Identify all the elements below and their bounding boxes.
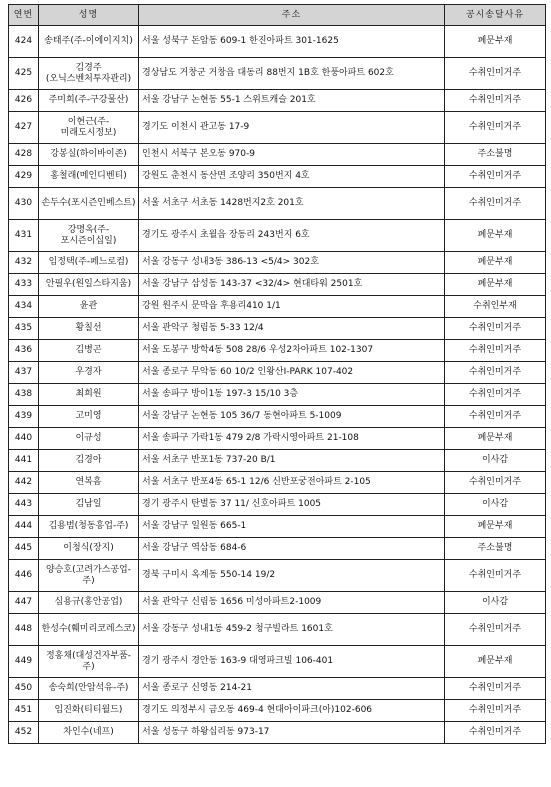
row-reason: 이사감 <box>445 450 546 472</box>
row-number: 434 <box>9 296 39 318</box>
table-row <box>9 58 546 90</box>
row-reason: 폐문부재 <box>445 220 546 252</box>
row-number: 447 <box>9 592 39 614</box>
table-row <box>9 220 546 252</box>
row-address: 서울 서초구 서초동 1428번지2호 201호 <box>139 188 445 220</box>
table-row <box>9 318 546 340</box>
table-row <box>9 296 546 318</box>
table-row <box>9 646 546 678</box>
header-number: 연번 <box>9 5 39 26</box>
table-row <box>9 722 546 744</box>
row-address: 강원도 춘천시 동산면 조양리 350번지 4호 <box>139 166 445 188</box>
table-row <box>9 274 546 296</box>
row-reason: 수취인미거주 <box>445 560 546 592</box>
table-row <box>9 538 546 560</box>
row-reason: 수취인미거주 <box>445 614 546 646</box>
row-address: 서울 성북구 돈암동 609-1 한진아파트 301-1625 <box>139 26 445 58</box>
row-number: 433 <box>9 274 39 296</box>
row-address: 경기 광주시 탄벌동 37 11/ 신호아파트 1005 <box>139 494 445 516</box>
row-reason: 폐문부재 <box>445 428 546 450</box>
row-address: 서울 송파구 방이1동 197-3 15/10 3층 <box>139 384 445 406</box>
row-number: 432 <box>9 252 39 274</box>
row-address: 경기도 이천시 관고동 17-9 <box>139 112 445 144</box>
table-row <box>9 252 546 274</box>
row-name: 김경주(오닉스벤처투자관리) <box>39 58 139 90</box>
table-row <box>9 188 546 220</box>
row-address: 서울 강동구 성내1동 459-2 청구빌라트 1601호 <box>139 614 445 646</box>
row-name: 강봉실(하이바이존) <box>39 144 139 166</box>
row-number: 425 <box>9 58 39 90</box>
row-name: 이청식(장지) <box>39 538 139 560</box>
row-reason: 폐문부재 <box>445 516 546 538</box>
table-row <box>9 90 546 112</box>
header-reason: 공시송달사유 <box>445 5 546 26</box>
header-name: 성명 <box>39 5 139 26</box>
row-reason: 이사감 <box>445 494 546 516</box>
row-reason: 수취인미거주 <box>445 678 546 700</box>
row-name: 심용규(홍안공업) <box>39 592 139 614</box>
row-number: 431 <box>9 220 39 252</box>
row-name: 최희원 <box>39 384 139 406</box>
table-row <box>9 472 546 494</box>
row-reason: 수취인부재 <box>445 296 546 318</box>
row-name: 김용범(청동흥업-주) <box>39 516 139 538</box>
row-address: 서울 종로구 신영동 214-21 <box>139 678 445 700</box>
row-address: 서울 강남구 논현동 105 36/7 동현아파트 5-1009 <box>139 406 445 428</box>
row-number: 449 <box>9 646 39 678</box>
row-name: 고미영 <box>39 406 139 428</box>
row-reason: 폐문부재 <box>445 26 546 58</box>
row-name: 이현근(주-미래도시정보) <box>39 112 139 144</box>
row-reason: 수취인미거주 <box>445 340 546 362</box>
row-address: 서울 도봉구 방학4동 508 28/6 우성2차아파트 102-1307 <box>139 340 445 362</box>
row-address: 인천시 서북구 본오동 970-9 <box>139 144 445 166</box>
row-number: 439 <box>9 406 39 428</box>
row-address: 서울 강남구 일원동 665-1 <box>139 516 445 538</box>
row-number: 452 <box>9 722 39 744</box>
row-number: 430 <box>9 188 39 220</box>
row-reason: 수취인미거주 <box>445 406 546 428</box>
table-row <box>9 26 546 58</box>
row-address: 경상남도 거창군 거창읍 대동리 88번지 1B호 한풍아파트 602호 <box>139 58 445 90</box>
row-address: 경기 광주시 경안동 163-9 대영파크빌 106-401 <box>139 646 445 678</box>
row-address: 경북 구미시 옥계동 550-14 19/2 <box>139 560 445 592</box>
row-reason: 주소불명 <box>445 538 546 560</box>
row-address: 강원 원주시 문막읍 후용리410 1/1 <box>139 296 445 318</box>
row-number: 444 <box>9 516 39 538</box>
row-name: 손두수(포시즌인베스트) <box>39 188 139 220</box>
table-body <box>9 26 546 744</box>
row-address: 경기도 의정부시 금오동 469-4 현대아이파크(아)102-606 <box>139 700 445 722</box>
table-row <box>9 340 546 362</box>
row-reason: 수취인미거주 <box>445 90 546 112</box>
table-row <box>9 678 546 700</box>
table-header <box>9 5 546 26</box>
row-name: 송숙희(안암석유-주) <box>39 678 139 700</box>
table-row <box>9 592 546 614</box>
table-row <box>9 362 546 384</box>
row-reason: 수취인미거주 <box>445 318 546 340</box>
table-row <box>9 700 546 722</box>
table-row <box>9 614 546 646</box>
row-address: 서울 강남구 역삼동 684-6 <box>139 538 445 560</box>
row-number: 436 <box>9 340 39 362</box>
row-name: 정홍채(대성건자부품-주) <box>39 646 139 678</box>
row-number: 443 <box>9 494 39 516</box>
row-name: 김경아 <box>39 450 139 472</box>
row-name: 연복흠 <box>39 472 139 494</box>
row-name: 안필우(원일스타지움) <box>39 274 139 296</box>
row-address: 서울 성동구 하왕십리동 973-17 <box>139 722 445 744</box>
row-name: 한성수(훼미리코레스코) <box>39 614 139 646</box>
row-name: 임진화(티티월드) <box>39 700 139 722</box>
row-reason: 폐문부재 <box>445 646 546 678</box>
row-number: 440 <box>9 428 39 450</box>
row-reason: 수취인미거주 <box>445 166 546 188</box>
row-number: 451 <box>9 700 39 722</box>
row-reason: 폐문부재 <box>445 252 546 274</box>
row-reason: 수취인미거주 <box>445 722 546 744</box>
row-name: 우경자 <box>39 362 139 384</box>
row-reason: 수취인미거주 <box>445 362 546 384</box>
row-address: 서울 서초구 반포1동 737-20 B/1 <box>139 450 445 472</box>
row-name: 김남일 <box>39 494 139 516</box>
row-name: 양승호(고려가스공업-주) <box>39 560 139 592</box>
table-row <box>9 494 546 516</box>
table-row <box>9 516 546 538</box>
row-address: 경기도 광주시 초월읍 장동리 243번지 6호 <box>139 220 445 252</box>
row-address: 서울 강남구 논현동 55-1 스위트캐슬 201호 <box>139 90 445 112</box>
row-reason: 수취인미거주 <box>445 112 546 144</box>
row-number: 435 <box>9 318 39 340</box>
table-row <box>9 450 546 472</box>
row-reason: 수취인미거주 <box>445 188 546 220</box>
row-address: 서울 서초구 반포4동 65-1 12/6 신반포궁전아파트 2-105 <box>139 472 445 494</box>
row-name: 윤관 <box>39 296 139 318</box>
row-number: 450 <box>9 678 39 700</box>
table-row <box>9 384 546 406</box>
header-address: 주소 <box>139 5 445 26</box>
table-row <box>9 144 546 166</box>
table-row <box>9 560 546 592</box>
row-number: 442 <box>9 472 39 494</box>
row-address: 서울 관악구 청림동 5-33 12/4 <box>139 318 445 340</box>
document-page <box>8 4 545 744</box>
table-row <box>9 112 546 144</box>
row-number: 429 <box>9 166 39 188</box>
row-name: 황칠선 <box>39 318 139 340</box>
row-reason: 이사감 <box>445 592 546 614</box>
row-address: 서울 관악구 신림동 1656 미성아파트2-1009 <box>139 592 445 614</box>
row-number: 427 <box>9 112 39 144</box>
row-name: 김병곤 <box>39 340 139 362</box>
table-row <box>9 406 546 428</box>
row-number: 424 <box>9 26 39 58</box>
header-row <box>9 5 546 26</box>
row-number: 426 <box>9 90 39 112</box>
row-name: 임정택(주-페느로컴) <box>39 252 139 274</box>
table-row <box>9 428 546 450</box>
row-number: 446 <box>9 560 39 592</box>
row-reason: 주소불명 <box>445 144 546 166</box>
row-name: 홍철래(메인디벤티) <box>39 166 139 188</box>
row-reason: 수취인미거주 <box>445 58 546 90</box>
row-address: 서울 강동구 성내3동 386-13 <5/4> 302호 <box>139 252 445 274</box>
row-name: 주미희(주-구강물산) <box>39 90 139 112</box>
row-address: 서울 강남구 삼성동 143-37 <32/4> 현대타워 2501호 <box>139 274 445 296</box>
row-number: 428 <box>9 144 39 166</box>
row-reason: 수취인미거주 <box>445 700 546 722</box>
row-number: 441 <box>9 450 39 472</box>
row-number: 438 <box>9 384 39 406</box>
row-name: 이규성 <box>39 428 139 450</box>
row-number: 445 <box>9 538 39 560</box>
row-name: 송태주(주-이에이지치) <box>39 26 139 58</box>
row-name: 차인수(네프) <box>39 722 139 744</box>
table-row <box>9 166 546 188</box>
notice-table <box>8 4 546 744</box>
row-number: 437 <box>9 362 39 384</box>
row-number: 448 <box>9 614 39 646</box>
row-name: 강명옥(주-포시즌이십일) <box>39 220 139 252</box>
row-reason: 수취인미거주 <box>445 384 546 406</box>
row-address: 서울 종로구 무악동 60 10/2 인왕산I-PARK 107-402 <box>139 362 445 384</box>
row-reason: 수취인미거주 <box>445 472 546 494</box>
row-reason: 폐문부재 <box>445 274 546 296</box>
row-address: 서울 송파구 가락1동 479 2/8 가락시영아파트 21-108 <box>139 428 445 450</box>
